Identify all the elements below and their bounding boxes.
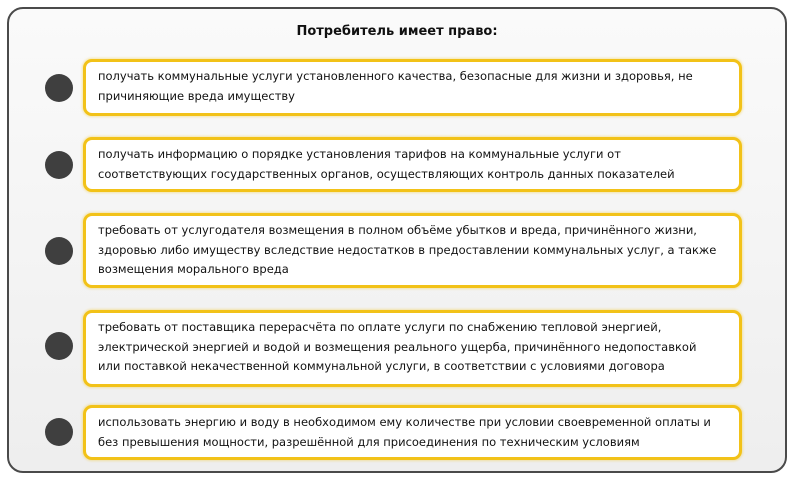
panel-title: Потребитель имеет право: [296,24,498,39]
right-item-4 [83,310,742,387]
bullet-dot-2 [45,151,73,179]
right-item-1 [83,59,742,116]
right-item-3-line-2: здоровью либо имуществу вследствие недостатков в предоставлении коммунальных услуг, а также [98,242,717,257]
bullet-dot-3 [45,237,73,265]
right-item-3 [83,213,742,288]
right-item-4-line-2: электрической энергией и водой и возмещения реального ущерба, причинённого недопоставкой [98,339,697,354]
right-item-5-line-2: без превышения мощности, разрешённой для присоединения по техническим условиям [98,434,640,449]
right-item-1-line-1: получать коммунальные услуги установленного качества, безопасные для жизни и здоровья, не [98,69,693,83]
right-item-5-line-1: использовать энергию и воду в необходимом ему количестве при условии своевременной оплаты и [98,415,711,429]
right-item-2-line-1: получать информацию о порядке установления тарифов на коммунальные услуги от [98,147,621,161]
right-item-3-line-3: возмещения морального вреда [98,262,289,276]
right-item-2-line-2: соответствующих государственных органов, осуществляющих контроль данных показателей [98,166,675,181]
bullet-dot-1 [45,74,73,102]
right-item-4-line-1: требовать от поставщика перерасчёта по оплате услуги по снабжению тепловой энергией, [98,320,662,334]
right-item-1-line-2: причиняющие вреда имуществу [98,88,295,103]
right-item-4-line-3: или поставкой некачественной коммунальной услуги, в соответствии с условиями договора [98,359,665,373]
right-item-5 [83,405,742,460]
bullet-dot-4 [45,332,73,360]
bullet-dot-5 [45,418,73,446]
right-item-2 [83,137,742,192]
right-item-3-line-1: требовать от услугодателя возмещения в полном объёме убытков и вреда, причинённого жизни, [98,223,697,237]
